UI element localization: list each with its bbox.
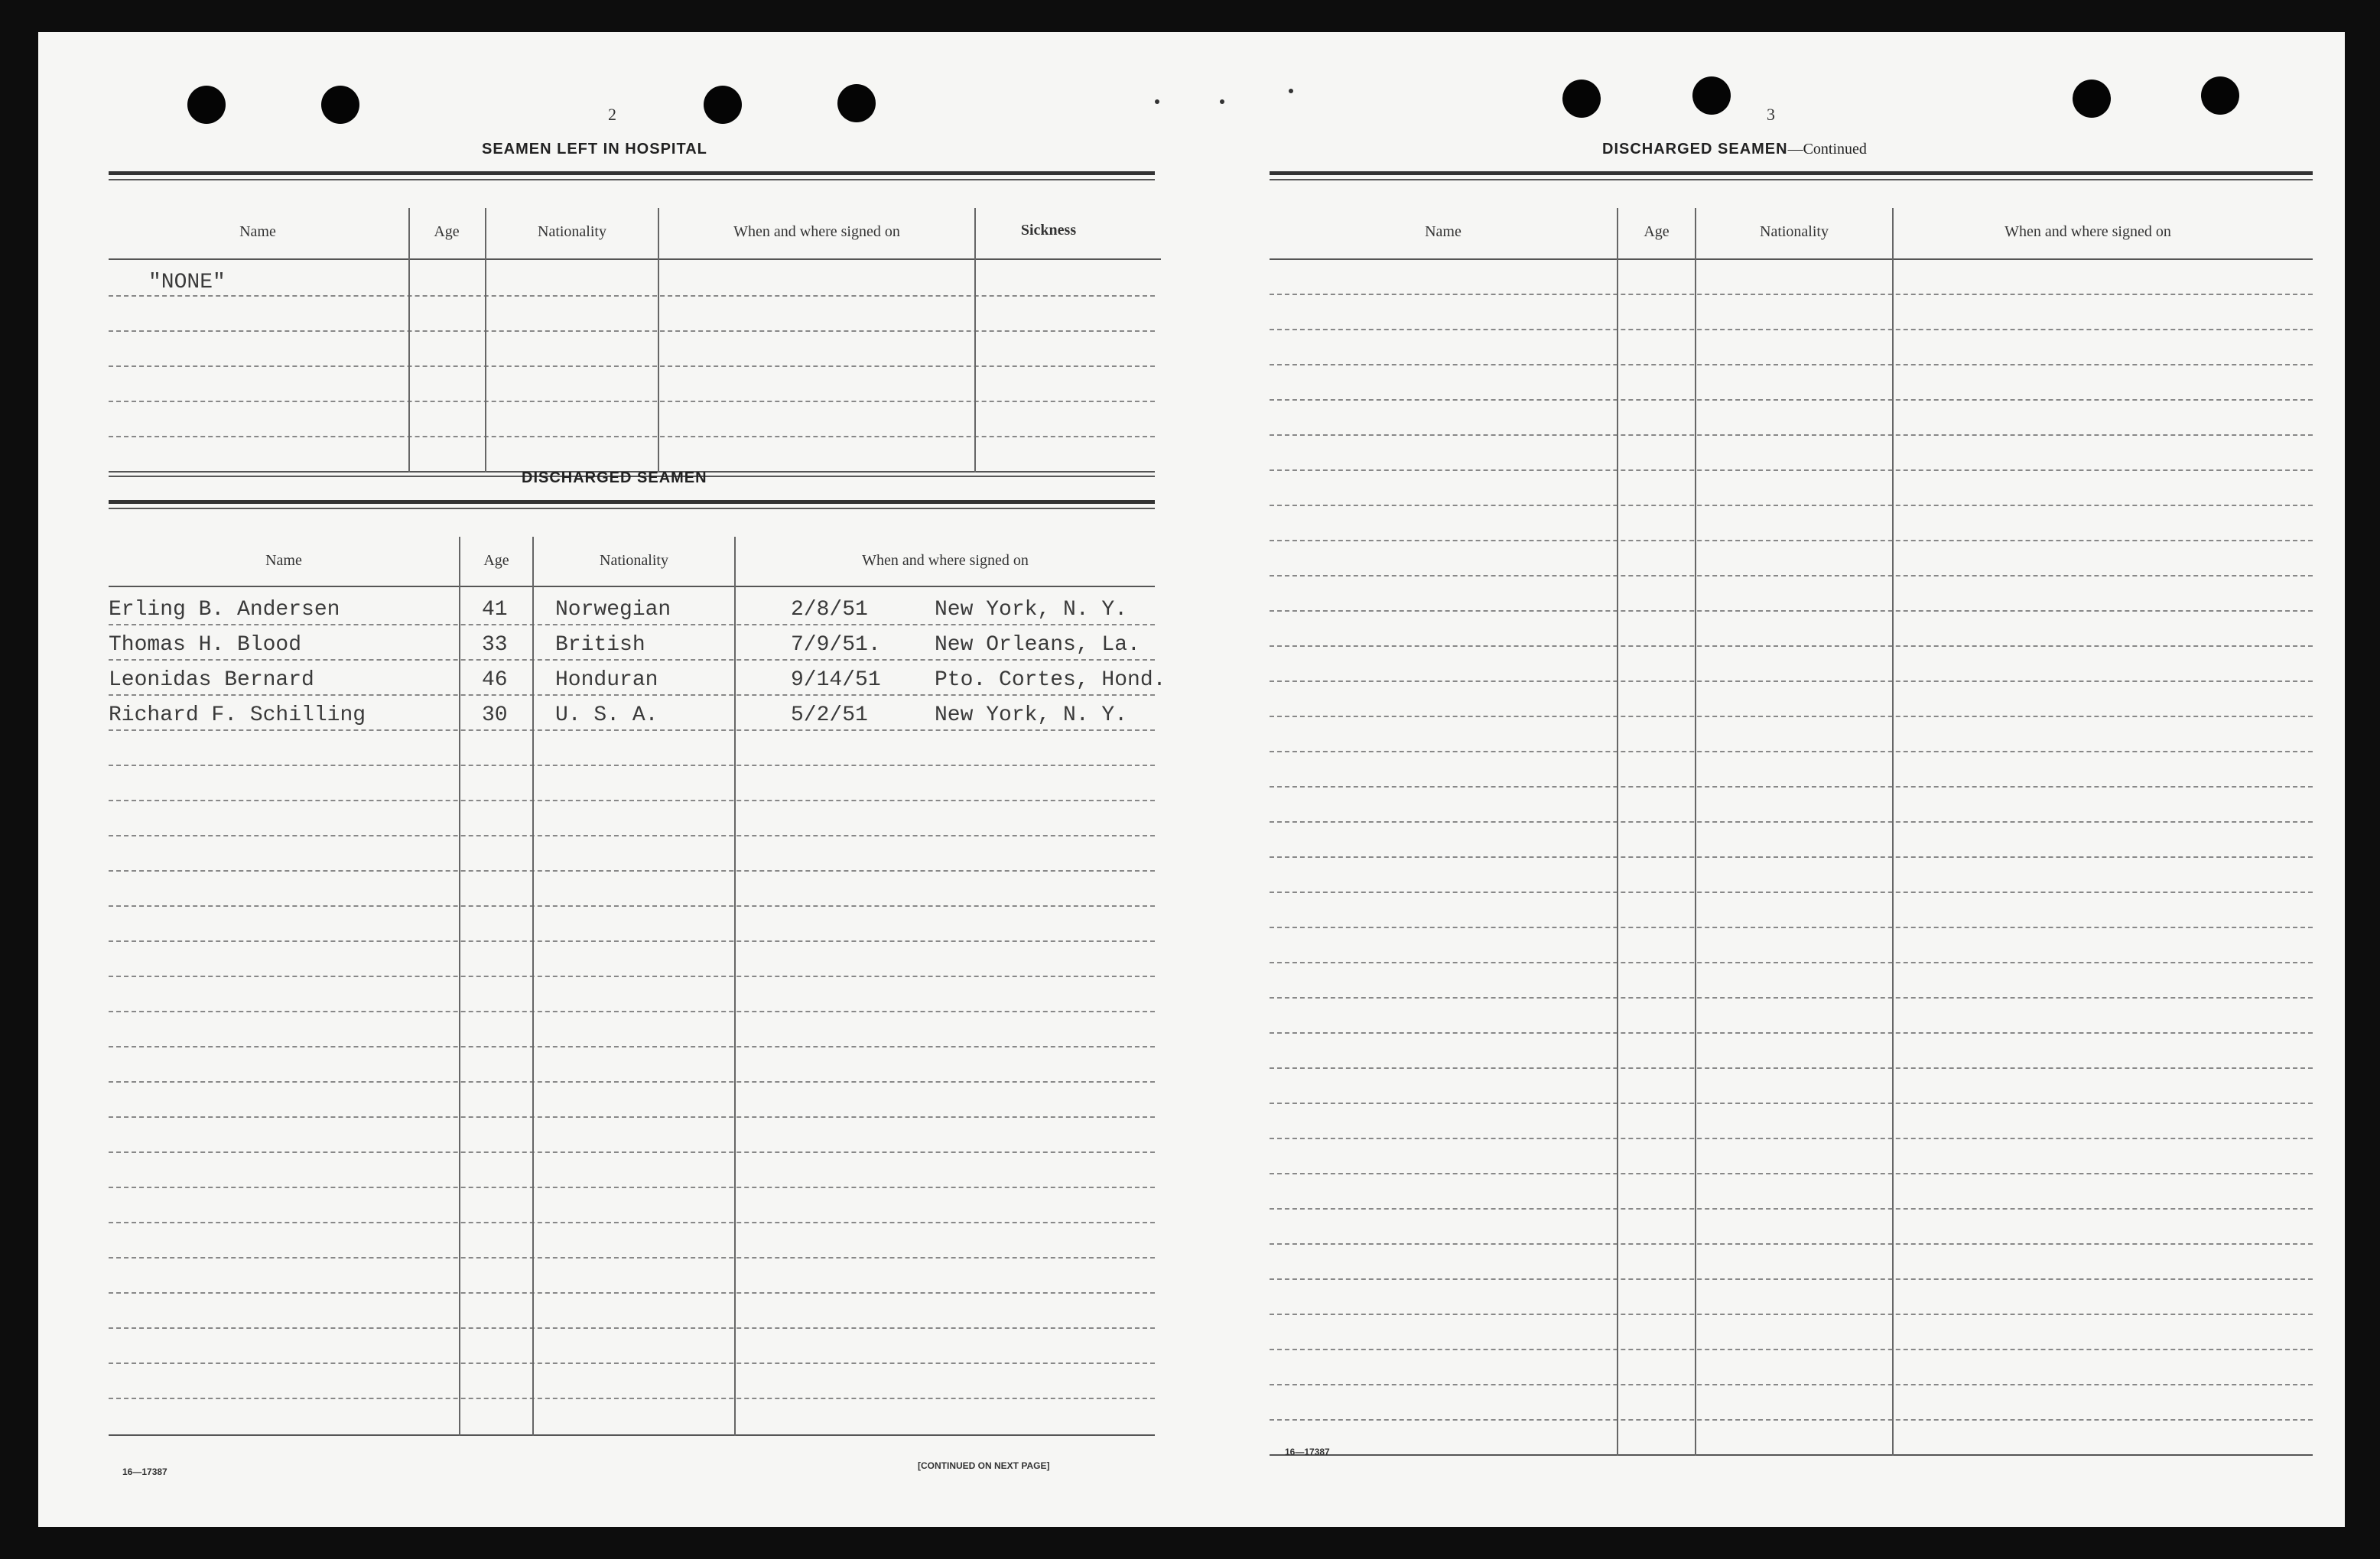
col-header-nationality: Nationality <box>1760 223 1829 240</box>
punch-hole <box>704 86 742 124</box>
discharged-continued-title-text: DISCHARGED SEAMEN <box>1602 141 1788 158</box>
row-place: New Orleans, La. <box>935 633 1140 657</box>
form-number-right: 16—17387 <box>1285 1447 1330 1457</box>
row-age: 33 <box>482 633 508 657</box>
row-nationality: U. S. A. <box>555 703 658 727</box>
punch-hole <box>321 86 359 124</box>
speck <box>1155 99 1159 104</box>
row-age: 30 <box>482 703 508 727</box>
discharged-continued-title <box>1602 141 1867 158</box>
discharged-table <box>109 500 1166 1463</box>
hospital-entry: "NONE" <box>148 271 226 294</box>
col-header-signed-on: When and where signed on <box>862 552 1029 569</box>
row-date: 2/8/51 <box>791 598 868 622</box>
continued-note: [CONTINUED ON NEXT PAGE] <box>918 1460 1050 1471</box>
col-header-signed-on: When and where signed on <box>733 223 900 240</box>
discharged-title: DISCHARGED SEAMEN <box>522 469 707 486</box>
col-header-signed-on: When and where signed on <box>2004 223 2171 240</box>
speck <box>1220 99 1224 104</box>
row-date: 9/14/51 <box>791 668 881 692</box>
col-header-name: Name <box>265 552 302 569</box>
hospital-table <box>109 171 1155 492</box>
row-place: Pto. Cortes, Hond. <box>935 668 1166 692</box>
row-place: New York, N. Y. <box>935 703 1128 727</box>
row-name: Erling B. Andersen <box>109 598 340 622</box>
row-age: 41 <box>482 598 508 622</box>
row-nationality: British <box>555 633 645 657</box>
punch-hole <box>2201 76 2239 115</box>
row-name: Richard F. Schilling <box>109 703 366 727</box>
col-header-sickness: Sickness <box>1020 222 1077 239</box>
form-number-left: 16—17387 <box>122 1466 167 1477</box>
continued-suffix: —Continued <box>1787 141 1867 158</box>
col-header-name: Name <box>1425 223 1461 240</box>
row-date: 5/2/51 <box>791 703 868 727</box>
page-number-right: 3 <box>1767 105 1775 124</box>
page-number-left: 2 <box>608 105 616 124</box>
col-header-name: Name <box>239 223 276 240</box>
hospital-title: SEAMEN LEFT IN HOSPITAL <box>482 141 707 158</box>
row-name: Thomas H. Blood <box>109 633 302 657</box>
col-header-age: Age <box>1644 223 1670 240</box>
row-nationality: Norwegian <box>555 598 671 622</box>
document-sheet <box>38 32 2345 1527</box>
punch-hole <box>2073 80 2111 118</box>
col-header-age: Age <box>483 552 509 569</box>
punch-hole <box>837 84 876 122</box>
row-place: New York, N. Y. <box>935 598 1128 622</box>
col-header-nationality: Nationality <box>538 223 606 240</box>
row-age: 46 <box>482 668 508 692</box>
speck <box>1289 89 1293 93</box>
row-date: 7/9/51. <box>791 633 881 657</box>
punch-hole <box>187 86 226 124</box>
discharged-continued-table <box>1270 171 2313 1471</box>
punch-hole <box>1692 76 1731 115</box>
col-header-nationality: Nationality <box>600 552 668 569</box>
row-nationality: Honduran <box>555 668 658 692</box>
row-name: Leonidas Bernard <box>109 668 314 692</box>
punch-hole <box>1562 80 1601 118</box>
col-header-age: Age <box>434 223 460 240</box>
